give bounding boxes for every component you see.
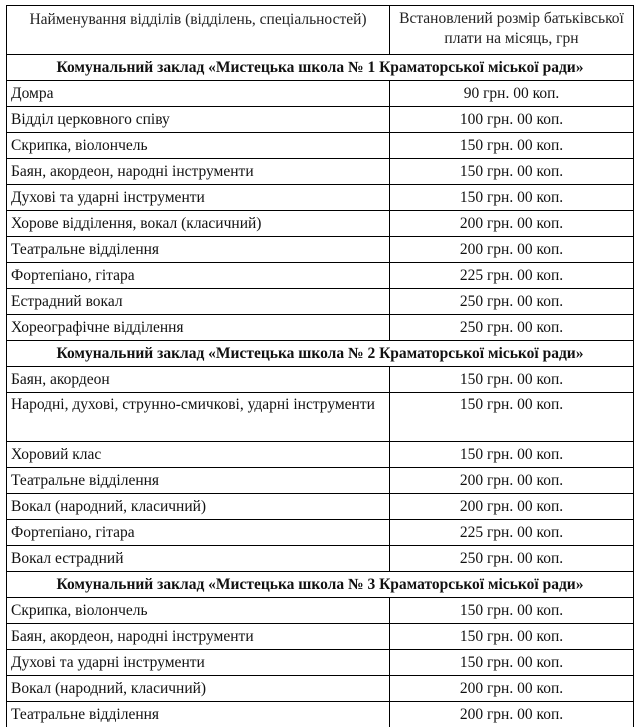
table-row bbox=[7, 263, 634, 289]
fee-amount: 100 грн. 00 коп. bbox=[390, 107, 634, 133]
fee-amount: 200 грн. 00 коп. bbox=[390, 702, 634, 727]
fee-amount: 250 грн. 00 коп. bbox=[390, 546, 634, 572]
table-row bbox=[7, 702, 634, 727]
table-row bbox=[7, 185, 634, 211]
fee-amount: 250 грн. 00 коп. bbox=[390, 289, 634, 315]
fee-amount: 200 грн. 00 коп. bbox=[390, 237, 634, 263]
department-name: Відділ церковного співу bbox=[7, 107, 390, 133]
fee-amount: 225 грн. 00 коп. bbox=[390, 263, 634, 289]
table-row bbox=[7, 468, 634, 494]
fee-amount: 250 грн. 00 коп. bbox=[390, 315, 634, 341]
department-name: Вокал (народний, класичний) bbox=[7, 676, 390, 702]
section-title: Комунальний заклад «Мистецька школа № 2 Краматорської міської ради» bbox=[7, 341, 634, 367]
fee-amount: 150 грн. 00 коп. bbox=[390, 185, 634, 211]
table-row bbox=[7, 494, 634, 520]
department-name: Скрипка, віолончель bbox=[7, 133, 390, 159]
table-row bbox=[7, 367, 634, 393]
department-name: Естрадний вокал bbox=[7, 289, 390, 315]
department-name: Духові та ударні інструменти bbox=[7, 185, 390, 211]
table-row bbox=[7, 237, 634, 263]
department-name: Баян, акордеон, народні інструменти bbox=[7, 624, 390, 650]
department-name: Театральне відділення bbox=[7, 237, 390, 263]
table-row bbox=[7, 624, 634, 650]
department-name: Хорове відділення, вокал (класичний) bbox=[7, 211, 390, 237]
department-name: Народні, духові, струнно-смичкові, ударні інструменти bbox=[7, 393, 390, 442]
department-name: Вокал (народний, класичний) bbox=[7, 494, 390, 520]
fee-amount: 150 грн. 00 коп. bbox=[390, 442, 634, 468]
department-name: Духові та ударні інструменти bbox=[7, 650, 390, 676]
department-name: Фортепіано, гітара bbox=[7, 520, 390, 546]
fee-amount: 200 грн. 00 коп. bbox=[390, 211, 634, 237]
table-header-row bbox=[7, 6, 634, 55]
section-title: Комунальний заклад «Мистецька школа № 3 Краматорської міської ради» bbox=[7, 572, 634, 598]
fee-amount: 150 грн. 00 коп. bbox=[390, 598, 634, 624]
fee-amount: 225 грн. 00 коп. bbox=[390, 520, 634, 546]
department-name: Театральне відділення bbox=[7, 702, 390, 727]
fee-amount: 200 грн. 00 коп. bbox=[390, 676, 634, 702]
department-name: Баян, акордеон, народні інструменти bbox=[7, 159, 390, 185]
fee-amount: 90 грн. 00 коп. bbox=[390, 81, 634, 107]
fee-amount: 200 грн. 00 коп. bbox=[390, 468, 634, 494]
section-title: Комунальний заклад «Мистецька школа № 1 Краматорської міської ради» bbox=[7, 55, 634, 81]
table-row bbox=[7, 598, 634, 624]
section-row bbox=[7, 55, 634, 81]
fee-amount: 150 грн. 00 коп. bbox=[390, 159, 634, 185]
department-name: Фортепіано, гітара bbox=[7, 263, 390, 289]
table-row bbox=[7, 650, 634, 676]
fee-table bbox=[6, 5, 634, 727]
department-name: Баян, акордеон bbox=[7, 367, 390, 393]
table-row bbox=[7, 133, 634, 159]
table-row bbox=[7, 546, 634, 572]
fee-amount: 200 грн. 00 коп. bbox=[390, 494, 634, 520]
table-row bbox=[7, 81, 634, 107]
department-name: Театральне відділення bbox=[7, 468, 390, 494]
section-row bbox=[7, 572, 634, 598]
fee-amount: 150 грн. 00 коп. bbox=[390, 624, 634, 650]
table-row bbox=[7, 211, 634, 237]
department-name: Хореографічне відділення bbox=[7, 315, 390, 341]
table-row bbox=[7, 315, 634, 341]
section-row bbox=[7, 341, 634, 367]
table-row bbox=[7, 289, 634, 315]
table-row bbox=[7, 159, 634, 185]
header-fee: Встановлений розмір батьківської плати на місяць, грн bbox=[390, 6, 634, 55]
table-row bbox=[7, 520, 634, 546]
fee-amount: 150 грн. 00 коп. bbox=[390, 133, 634, 159]
department-name: Хоровий клас bbox=[7, 442, 390, 468]
department-name: Скрипка, віолончель bbox=[7, 598, 390, 624]
table-row bbox=[7, 676, 634, 702]
table-row bbox=[7, 393, 634, 442]
department-name: Вокал естрадний bbox=[7, 546, 390, 572]
table-row bbox=[7, 442, 634, 468]
table-row bbox=[7, 107, 634, 133]
document-page bbox=[6, 5, 633, 727]
fee-amount: 150 грн. 00 коп. bbox=[390, 650, 634, 676]
department-name: Домра bbox=[7, 81, 390, 107]
fee-amount: 150 грн. 00 коп. bbox=[390, 393, 634, 442]
fee-amount: 150 грн. 00 коп. bbox=[390, 367, 634, 393]
header-department: Найменування відділів (відділень, спеціальностей) bbox=[7, 6, 390, 55]
